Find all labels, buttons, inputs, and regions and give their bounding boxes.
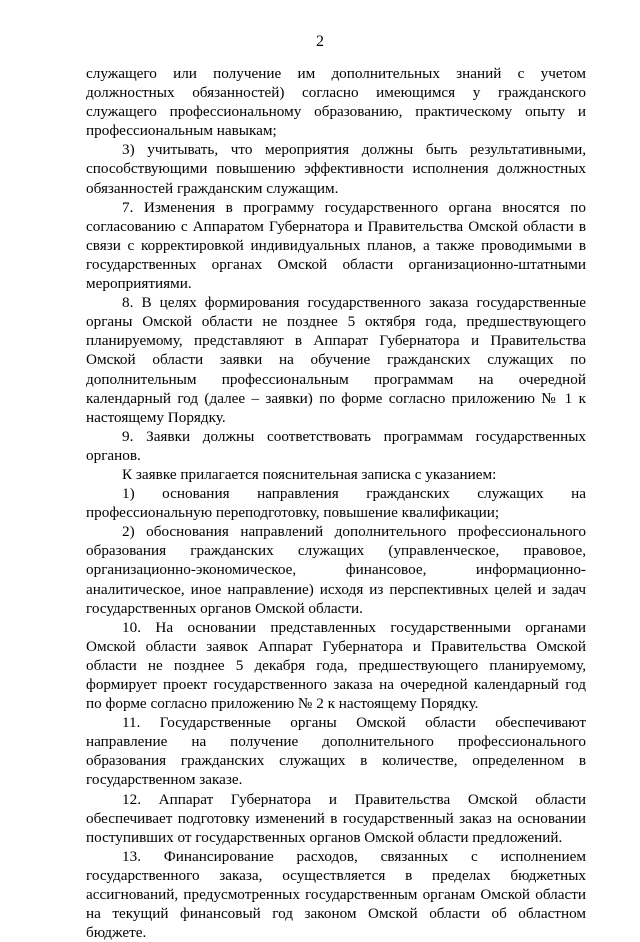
paragraph-note-intro: К заявке прилагается пояснительная записка с указанием: [122,465,497,483]
page-number: 2 [316,33,324,50]
paragraph-note-item-2: 2) обоснования направлений дополнительного профессионального образования гражданских служащих (управленческое, правовое, организационно-экономическое, финансовое, информационно-аналитическое, иное направление) исходя из перспективных целей и задач государственных органов Омской области. [86,523,586,617]
paragraph-section-11: 11. Государственные органы Омской области обеспечивают направление на получение дополнительного профессионального образования гражданских служащих в количестве, определенном в государственном заказе. [86,714,586,789]
paragraph-section-7: 7. Изменения в программу государственного органа вносятся по согласованию с Аппаратом Губернатора и Правительства Омской области в связи с корректировкой индивидуальных планов, а также проводимыми в государственных органах Омской области организационно-штатными мероприятиями. [86,198,586,293]
paragraph-section-8: 8. В целях формирования государственного заказа государственные органы Омской области не позднее 5 октября года, предшествующего планируемому, представляют в Аппарат Губернатора и Правительства Омской области заявки на обучение гражданских служащих по дополнительным профессиональным программам на очередной календарный год (далее – заявки) по форме согласно приложению № 1 к настоящему Порядку. [86,294,586,426]
paragraph-item-3: 3) учитывать, что мероприятия должны быть результативными, способствующими повышению эффективности исполнения должностных обязанностей гражданским служащим. [86,141,586,197]
paragraph-continuation: служащего или получение им дополнительных знаний с учетом должностных обязанностей) согласно имеющимся у гражданского служащего профессиональному образованию, практическому опыту и профессиональным навыкам; [86,65,586,140]
paragraph-section-12: 12. Аппарат Губернатора и Правительства Омской области обеспечивает подготовку изменений в государственный заказ на основании поступивших от государственных органов Омской области предложений. [86,790,586,846]
paragraph-section-13: 13. Финансирование расходов, связанных с исполнением государственного заказа, осуществляется в пределах бюджетных ассигнований, предусмотренных государственным органам Омской области на текущий финансовый год законом Омской области об областном бюджете. [86,847,586,942]
document-body [86,64,586,942]
paragraph-section-10: 10. На основании представленных государственными органами Омской области заявок Аппарат Губернатора и Правительства Омской области не позднее 5 декабря года, предшествующего планируемому, формирует проект государственного заказа на очередной календарный год по форме согласно приложению № 2 к настоящему Порядку. [86,618,586,713]
paragraph-note-item-1: 1) основания направления гражданских служащих на профессиональную переподготовку, повышение квалификации; [86,485,586,522]
paragraph-section-9: 9. Заявки должны соответствовать программам государственных органов. [86,427,586,464]
